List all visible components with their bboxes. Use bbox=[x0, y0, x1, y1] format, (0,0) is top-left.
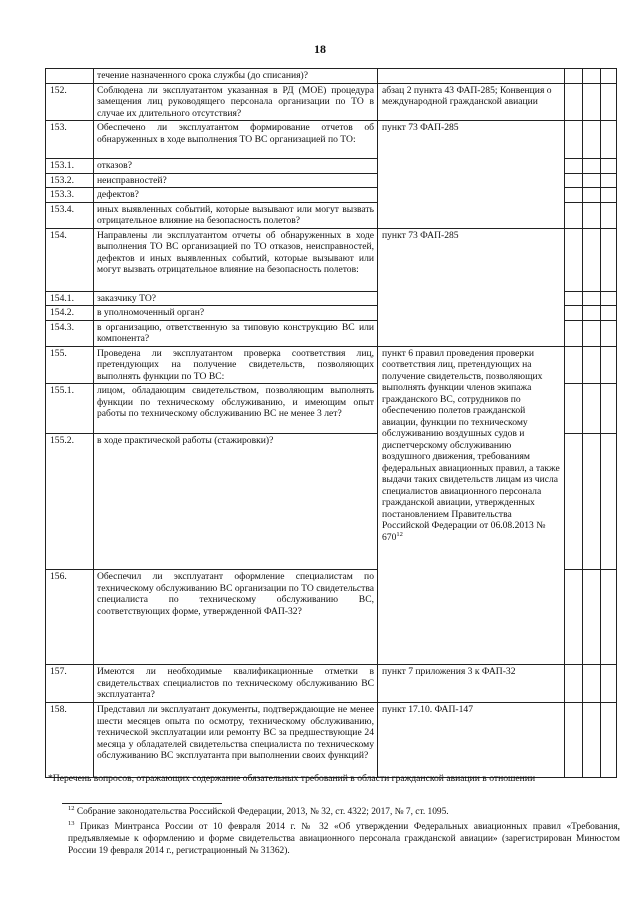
empty-mark-cell bbox=[565, 69, 583, 84]
empty-mark-cell bbox=[601, 69, 617, 84]
empty-mark-cell bbox=[583, 346, 601, 384]
empty-mark-cell bbox=[601, 570, 617, 665]
empty-mark-cell bbox=[583, 173, 601, 188]
row-number: 153.1. bbox=[46, 159, 94, 174]
row-number: 152. bbox=[46, 83, 94, 121]
row-number: 156. bbox=[46, 570, 94, 665]
footnote-mark: 13 bbox=[68, 819, 75, 827]
row-number bbox=[46, 69, 94, 84]
footnote-mark: 12 bbox=[68, 804, 75, 812]
empty-mark-cell bbox=[583, 83, 601, 121]
empty-mark-cell bbox=[583, 306, 601, 321]
row-basis bbox=[378, 665, 565, 703]
empty-mark-cell bbox=[565, 173, 583, 188]
empty-mark-cell bbox=[583, 69, 601, 84]
row-question: Соблюдена ли эксплуатантом указанная в РД (МОЕ) процедура замещения лиц руководящего персонала организации по ТО в случае их длительного отсутствия? bbox=[94, 83, 378, 121]
empty-mark-cell bbox=[565, 121, 583, 159]
empty-mark-cell bbox=[565, 188, 583, 203]
table-footnote: *Перечень вопросов, отражающих содержание обязательных требований в области гражданской авиации в отношении bbox=[48, 773, 536, 784]
empty-mark-cell bbox=[565, 570, 583, 665]
row-number: 154.3. bbox=[46, 320, 94, 346]
row-number: 158. bbox=[46, 703, 94, 778]
empty-mark-cell bbox=[601, 320, 617, 346]
empty-mark-cell bbox=[601, 703, 617, 778]
empty-mark-cell bbox=[601, 173, 617, 188]
empty-mark-cell bbox=[565, 665, 583, 703]
row-number: 153.2. bbox=[46, 173, 94, 188]
footnote-13 bbox=[68, 821, 620, 857]
row-question: Направлены ли эксплуатантом отчеты об обнаруженных в ходе выполнения ТО ВС организацией по ТО отказов, неисправностей, дефектов и иных выявленных событий, которые вызывают или могут вызвать отрицательное влияние на безопасность полетов: bbox=[94, 228, 378, 291]
empty-mark-cell bbox=[583, 228, 601, 291]
row-question: в организацию, ответственную за типовую конструкцию ВС или компонента? bbox=[94, 320, 378, 346]
empty-mark-cell bbox=[565, 202, 583, 228]
empty-mark-cell bbox=[565, 320, 583, 346]
empty-mark-cell bbox=[565, 703, 583, 778]
empty-mark-cell bbox=[583, 159, 601, 174]
row-number: 153.4. bbox=[46, 202, 94, 228]
table-row bbox=[46, 703, 617, 778]
row-basis bbox=[378, 69, 565, 84]
footnote-separator bbox=[62, 803, 222, 804]
row-number: 154. bbox=[46, 228, 94, 291]
row-question: Обеспечил ли эксплуатант оформление специалистам по техническому обслуживанию ВС организации по ТО свидетельства специалиста по техническому обслуживанию ВС, соответствующих форме, утвержденной ФАП-32? bbox=[94, 570, 378, 665]
empty-mark-cell bbox=[601, 665, 617, 703]
row-number: 155. bbox=[46, 346, 94, 384]
row-basis bbox=[378, 228, 565, 346]
empty-mark-cell bbox=[601, 202, 617, 228]
empty-mark-cell bbox=[583, 703, 601, 778]
row-question: Имеются ли необходимые квалификационные отметки в свидетельствах специалистов по техническому обслуживанию ВС эксплуатанта? bbox=[94, 665, 378, 703]
table-row bbox=[46, 121, 617, 159]
basis-text: пункт 73 ФАП-285 bbox=[382, 122, 459, 133]
empty-mark-cell bbox=[583, 188, 601, 203]
table-row bbox=[46, 83, 617, 121]
row-number: 153. bbox=[46, 121, 94, 159]
empty-mark-cell bbox=[601, 159, 617, 174]
empty-mark-cell bbox=[565, 159, 583, 174]
basis-text: пункт 17.10. ФАП-147 bbox=[382, 704, 473, 715]
empty-mark-cell bbox=[583, 384, 601, 434]
empty-mark-cell bbox=[583, 320, 601, 346]
empty-mark-cell bbox=[601, 121, 617, 159]
row-question: течение назначенного срока службы (до списания)? bbox=[94, 69, 378, 84]
row-question: отказов? bbox=[94, 159, 378, 174]
row-question: Обеспечено ли эксплуатантом формирование отчетов об обнаруженных в ходе выполнения ТО ВС организацией по ТО: bbox=[94, 121, 378, 159]
table-row bbox=[46, 665, 617, 703]
row-number: 157. bbox=[46, 665, 94, 703]
footnote-12 bbox=[68, 806, 620, 818]
row-question: лицом, обладающим свидетельством, позволяющим выполнять функции по техническому обслуживанию, и имеющим опыт работы по техническому обслуживанию ВС не менее 3 лет? bbox=[94, 384, 378, 434]
row-question: в ходе практической работы (стажировки)? bbox=[94, 434, 378, 570]
row-basis bbox=[378, 83, 565, 121]
row-number: 154.2. bbox=[46, 306, 94, 321]
empty-mark-cell bbox=[583, 121, 601, 159]
row-question: в уполномоченный орган? bbox=[94, 306, 378, 321]
row-number: 155.1. bbox=[46, 384, 94, 434]
empty-mark-cell bbox=[583, 434, 601, 570]
row-number: 155.2. bbox=[46, 434, 94, 570]
basis-text: пункт 7 приложения 3 к ФАП-32 bbox=[382, 666, 516, 677]
empty-mark-cell bbox=[601, 306, 617, 321]
empty-mark-cell bbox=[601, 291, 617, 306]
empty-mark-cell bbox=[565, 434, 583, 570]
empty-mark-cell bbox=[583, 665, 601, 703]
empty-mark-cell bbox=[565, 346, 583, 384]
row-question: иных выявленных событий, которые вызывают или могут вызвать отрицательное влияние на безопасность полетов? bbox=[94, 202, 378, 228]
empty-mark-cell bbox=[601, 228, 617, 291]
empty-mark-cell bbox=[601, 188, 617, 203]
empty-mark-cell bbox=[601, 384, 617, 434]
footnote-text: Приказ Минтранса России от 10 февраля 2014 г. № 32 «Об утверждении Федеральных авиационных правил «Требования, предъявляемые к оформлению и форме свидетельства авиационного персонала гражданской авиации» (зарегистрирован Минюстом России 19 февраля 2014 г., регистрационный № 31362). bbox=[68, 822, 620, 856]
basis-text: пункт 73 ФАП-285 bbox=[382, 229, 459, 241]
basis-text: пункт 6 правил проведения проверки соответствия лиц, претендующих на получение свидетельств, позволяющих выполнять функции членов экипажа гражданского ВС, сотрудников по обеспечению полетов гражданской авиации, функции по техническому обслуживанию воздушных судов и диспетчерскому обслуживанию воздушного движения, требованиям федеральных авиационных правил, а также выдачи таких свидетельств лицам из числа специалистов авиационного персонала гражданской авиации, утвержденных постановлением Правительства Российской Федерации от 06.08.2013 № 670 bbox=[382, 347, 560, 543]
empty-mark-cell bbox=[601, 346, 617, 384]
empty-mark-cell bbox=[583, 202, 601, 228]
table-row bbox=[46, 346, 617, 384]
footnotes bbox=[68, 806, 620, 860]
row-basis bbox=[378, 121, 565, 229]
empty-mark-cell bbox=[565, 384, 583, 434]
footnote-ref: 12 bbox=[396, 530, 403, 538]
row-number: 153.3. bbox=[46, 188, 94, 203]
table-row bbox=[46, 69, 617, 84]
row-question: Представил ли эксплуатант документы, подтверждающие не менее шести месяцев опыта по осмотру, техническому обслуживанию, технической эксплуатации или ремонту ВС за предшествующие 24 месяца у обладателей свидетельства специалиста по техническому обслуживанию ВС эксплуатанта при выполнении своих функций? bbox=[94, 703, 378, 778]
checklist-table bbox=[45, 68, 617, 778]
empty-mark-cell bbox=[583, 570, 601, 665]
row-basis bbox=[378, 346, 565, 665]
row-question: неисправностей? bbox=[94, 173, 378, 188]
empty-mark-cell bbox=[601, 434, 617, 570]
row-question: Проведена ли эксплуатантом проверка соответствия лиц, претендующих на получение свидетельств, позволяющих выполнять функции по ТО ВС: bbox=[94, 346, 378, 384]
empty-mark-cell bbox=[565, 83, 583, 121]
row-question: дефектов? bbox=[94, 188, 378, 203]
empty-mark-cell bbox=[565, 228, 583, 291]
empty-mark-cell bbox=[583, 291, 601, 306]
table-row bbox=[46, 228, 617, 291]
page-number: 18 bbox=[314, 42, 326, 56]
basis-text: абзац 2 пункта 43 ФАП-285; Конвенция о международной гражданской авиации bbox=[382, 84, 552, 107]
footnote-text: Собрание законодательства Российской Федерации, 2013, № 32, ст. 4322; 2017, № 7, ст. 1095. bbox=[74, 807, 449, 817]
empty-mark-cell bbox=[565, 291, 583, 306]
row-number: 154.1. bbox=[46, 291, 94, 306]
row-basis bbox=[378, 703, 565, 778]
empty-mark-cell bbox=[565, 306, 583, 321]
row-question: заказчику ТО? bbox=[94, 291, 378, 306]
empty-mark-cell bbox=[601, 83, 617, 121]
